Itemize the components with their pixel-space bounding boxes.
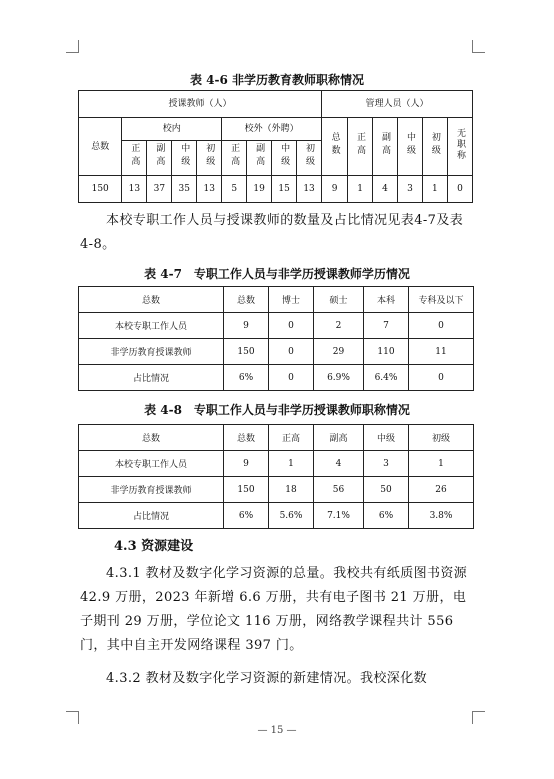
title-header: 正高 <box>222 141 247 176</box>
value-cell: 6.9% <box>314 365 364 391</box>
value-cell: 13 <box>197 176 222 203</box>
value-cell: 6% <box>224 503 269 529</box>
header-cell: 正高 <box>269 425 314 451</box>
value-cell: 13 <box>297 176 322 203</box>
value-cell: 110 <box>364 339 409 365</box>
value-cell: 0 <box>269 365 314 391</box>
row-label: 占比情况 <box>79 503 224 529</box>
value-cell: 3.8% <box>409 503 474 529</box>
value-cell: 11 <box>409 339 474 365</box>
value-cell: 9 <box>322 176 348 203</box>
value-cell: 1 <box>348 176 373 203</box>
value-cell: 150 <box>224 477 269 503</box>
header-cell: 专科及以下 <box>409 287 474 313</box>
paragraph-intro: 本校专职工作人员与授课教师的数量及占比情况见表4-7及表4-8。 <box>80 213 464 252</box>
value-cell: 150 <box>79 176 122 203</box>
value-cell: 9 <box>224 451 269 477</box>
value-cell: 19 <box>247 176 272 203</box>
value-cell: 6% <box>224 365 269 391</box>
value-cell: 6% <box>364 503 409 529</box>
value-cell: 0 <box>409 313 474 339</box>
header-cell: 副高 <box>314 425 364 451</box>
section-title: 4.3 资源建设 <box>114 539 194 554</box>
value-cell: 2 <box>314 313 364 339</box>
mgr-title-header: 初级 <box>422 118 447 176</box>
crop-mark-bottom-right <box>472 711 485 724</box>
table-4-7-caption: 表 4-7 专职工作人员与非学历授课教师学历情况 <box>144 267 410 281</box>
table-4-8-caption: 表 4-8 专职工作人员与非学历授课教师职称情况 <box>144 403 410 417</box>
value-cell: 1 <box>409 451 474 477</box>
header-cell: 本科 <box>364 287 409 313</box>
mgr-title-header: 中级 <box>397 118 422 176</box>
title-header: 正高 <box>122 141 147 176</box>
value-cell: 26 <box>409 477 474 503</box>
mgr-title-header: 无职称 <box>447 118 472 176</box>
header-cell: 初级 <box>409 425 474 451</box>
title-header: 中级 <box>172 141 197 176</box>
school-in-header: 校内 <box>122 118 222 141</box>
title-header: 副高 <box>147 141 172 176</box>
value-cell: 56 <box>314 477 364 503</box>
value-cell: 5 <box>222 176 247 203</box>
teachers-header: 授课教师（人） <box>79 91 322 118</box>
value-cell: 3 <box>364 451 409 477</box>
mgr-title-header: 总数 <box>322 118 348 176</box>
value-cell: 7.1% <box>314 503 364 529</box>
crop-mark-top-left <box>66 40 79 53</box>
value-cell: 3 <box>397 176 422 203</box>
school-out-header: 校外（外聘） <box>222 118 322 141</box>
table-4-7 <box>78 286 474 391</box>
value-cell: 1 <box>422 176 447 203</box>
value-cell: 1 <box>269 451 314 477</box>
title-header: 中级 <box>272 141 297 176</box>
mgr-title-header: 副高 <box>373 118 398 176</box>
table-4-6-caption: 表 4-6 非学历教育教师职称情况 <box>189 73 365 87</box>
header-cell: 总数 <box>79 425 224 451</box>
paragraph-resources-new: 4.3.2 教材及数字化学习资源的新建情况。我校深化数 <box>106 671 428 686</box>
row-label: 本校专职工作人员 <box>79 313 224 339</box>
table-4-6 <box>78 90 473 203</box>
value-cell: 4 <box>314 451 364 477</box>
title-header: 初级 <box>297 141 322 176</box>
header-cell: 中级 <box>364 425 409 451</box>
value-cell: 7 <box>364 313 409 339</box>
teachers-total-header: 总数 <box>79 118 122 176</box>
header-cell: 博士 <box>269 287 314 313</box>
value-cell: 0 <box>447 176 472 203</box>
value-cell: 50 <box>364 477 409 503</box>
value-cell: 150 <box>224 339 269 365</box>
mgr-title-header: 正高 <box>348 118 373 176</box>
managers-header: 管理人员（人） <box>322 91 473 118</box>
value-cell: 5.6% <box>269 503 314 529</box>
value-cell: 35 <box>172 176 197 203</box>
table-4-8 <box>78 424 474 529</box>
page-number: — 15 — <box>257 725 297 736</box>
row-label: 非学历教育授课教师 <box>79 477 224 503</box>
crop-mark-top-right <box>472 40 485 53</box>
value-cell: 29 <box>314 339 364 365</box>
value-cell: 0 <box>269 313 314 339</box>
row-label: 本校专职工作人员 <box>79 451 224 477</box>
row-label: 占比情况 <box>79 365 224 391</box>
value-cell: 18 <box>269 477 314 503</box>
value-cell: 15 <box>272 176 297 203</box>
value-cell: 37 <box>147 176 172 203</box>
header-cell: 总数 <box>79 287 224 313</box>
value-cell: 0 <box>269 339 314 365</box>
crop-mark-bottom-left <box>66 711 79 724</box>
value-cell: 13 <box>122 176 147 203</box>
value-cell: 4 <box>373 176 398 203</box>
value-cell: 0 <box>409 365 474 391</box>
value-cell: 6.4% <box>364 365 409 391</box>
title-header: 副高 <box>247 141 272 176</box>
paragraph-resources-total: 4.3.1 教材及数字化学习资源的总量。我校共有纸质图书资源 42.9 万册，2023 年新增 6.6 万册，共有电子图书 21 万册，电子期刊 29 万册，学位论文 116 万册，网络教学课程共计 556 门，其中自主开发网络课程 397 门。 <box>80 566 468 653</box>
header-cell: 总数 <box>224 287 269 313</box>
row-label: 非学历教育授课教师 <box>79 339 224 365</box>
value-cell: 9 <box>224 313 269 339</box>
header-cell: 总数 <box>224 425 269 451</box>
title-header: 初级 <box>197 141 222 176</box>
header-cell: 硕士 <box>314 287 364 313</box>
